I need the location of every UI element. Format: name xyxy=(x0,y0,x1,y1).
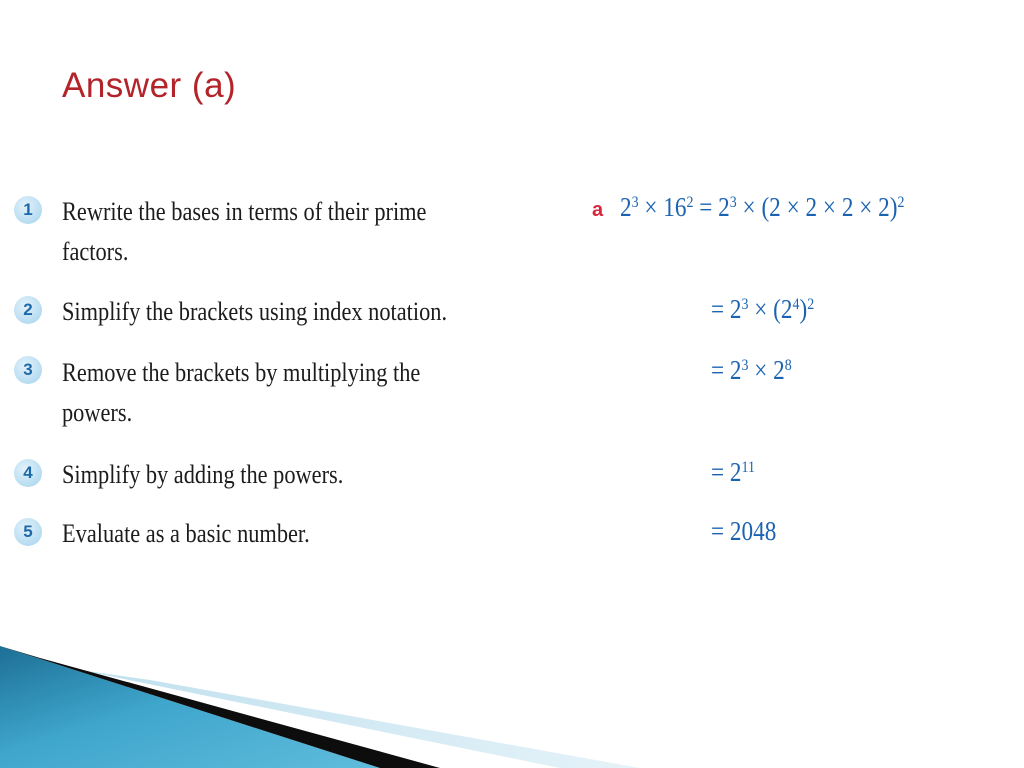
working-line-1: $2^3 \times 16^2 = 2^3 \times (2 \times 2 \times 2 \times 2)^2$ xyxy=(620,192,905,222)
step-5-badge: 5 xyxy=(14,518,42,546)
working-line-3: = $2^3 \times 2^8$ xyxy=(711,355,792,385)
step-1-text: Rewrite the bases in terms of their prime factors. xyxy=(62,197,427,266)
step-5-text: Evaluate as a basic number. xyxy=(62,519,310,548)
step-2-text: Simplify the brackets using index notation. xyxy=(62,297,448,326)
working-line-4: = $2^{11}$ xyxy=(711,457,755,487)
part-label: a xyxy=(592,199,604,221)
step-2-badge: 2 xyxy=(14,296,42,324)
working-line-2: = $2^3 \times (2^4)^2$ xyxy=(711,294,815,324)
step-4-badge: 4 xyxy=(14,459,42,487)
step-4-text: Simplify by adding the powers. xyxy=(62,460,344,489)
step-3-badge: 3 xyxy=(14,356,42,384)
step-3-text: Remove the brackets by multiplying the powers. xyxy=(62,358,421,427)
step-1-badge: 1 xyxy=(14,196,42,224)
working-line-5: = 2048 xyxy=(711,516,777,546)
slide-title: Answer (a) xyxy=(62,66,237,105)
